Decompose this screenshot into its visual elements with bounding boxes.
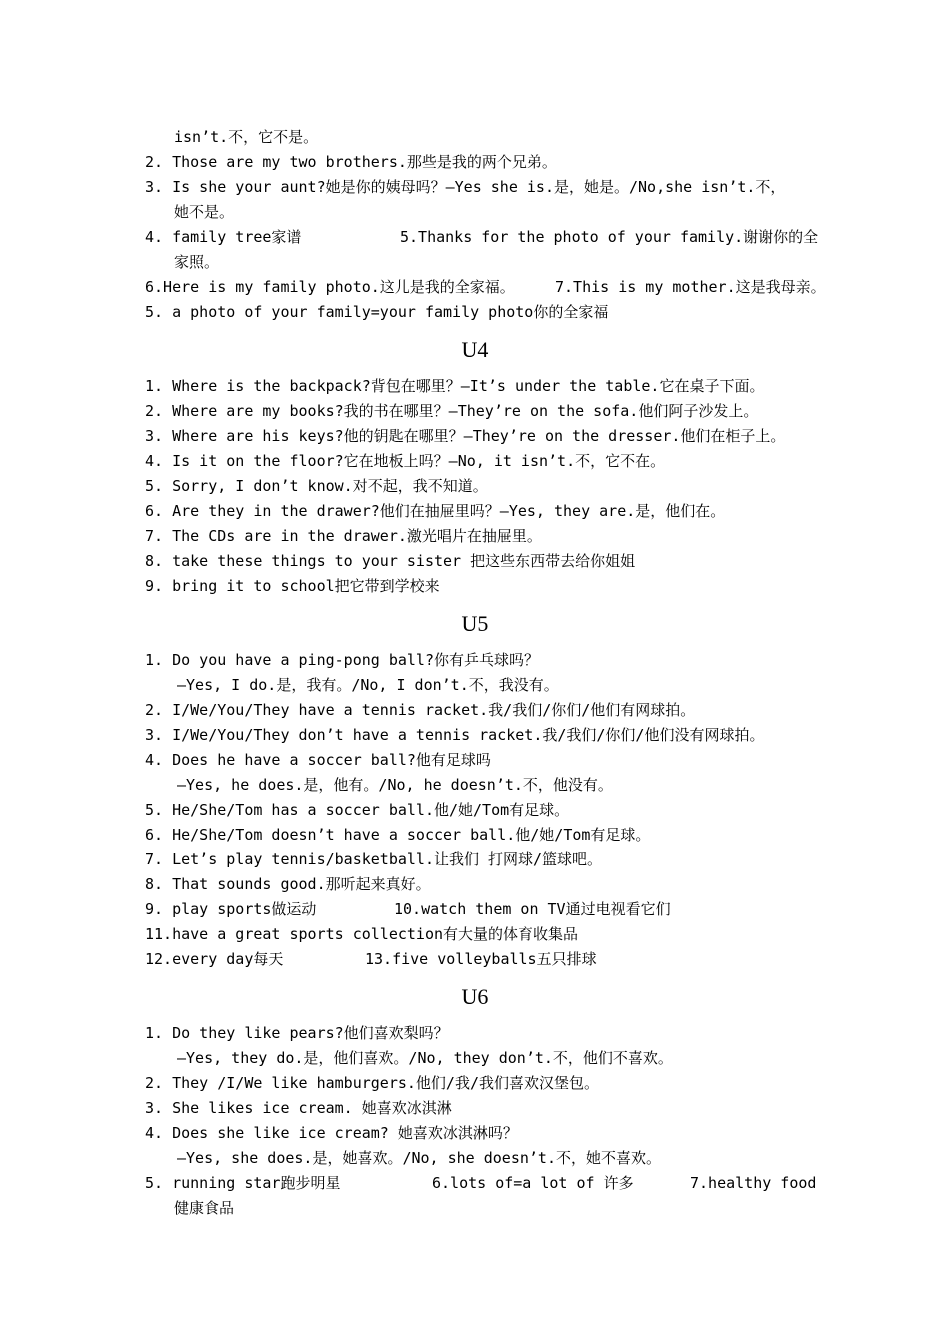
u4-item: 4. Is it on the floor?它在地板上吗？—No, it isn’t.不，它不在。 <box>145 452 666 470</box>
u3-line-2: 2. Those are my two brothers.那些是我的两个兄弟。 <box>145 153 557 171</box>
u3-line-5b: 5.Thanks for the photo of your family.谢谢你的全 <box>400 228 819 246</box>
u5-line: 1. Do you have a ping-pong ball?你有乒乓球吗？ <box>145 651 539 669</box>
u6-line: 3. She likes ice cream. 她喜欢冰淇淋 <box>145 1099 452 1117</box>
u3-line-7b: 7.This is my mother.这是我母亲。 <box>555 278 826 296</box>
u5-line: —Yes, he does.是，他有。/No, he doesn’t.不，他没有。 <box>177 776 613 794</box>
u4-item: 1. Where is the backpack?背包在哪里？—It’s under the table.它在桌子下面。 <box>145 377 765 395</box>
u6-line: 1. Do they like pears?他们喜欢梨吗？ <box>145 1024 449 1042</box>
u5-line: 11.have a great sports collection有大量的体育收集品 <box>145 925 579 943</box>
u5-line: 10.watch them on TV通过电视看它们 <box>394 900 671 918</box>
u6-line: —Yes, she does.是，她喜欢。/No, she doesn’t.不，她不喜欢。 <box>177 1149 661 1167</box>
u3-line-1: isn’t.不，它不是。 <box>174 128 319 146</box>
u3-line-8: 5. a photo of your family=your family photo你的全家福 <box>145 303 609 321</box>
u3-line-7a: 6.Here is my family photo.这儿是我的全家福。 <box>145 278 515 296</box>
u4-item: 3. Where are his keys?他的钥匙在哪里？—They’re on the dresser.他们在柜子上。 <box>145 427 786 445</box>
u6-line: 6.lots of=a lot of 许多 <box>432 1174 634 1192</box>
u5-heading: U5 <box>461 611 489 636</box>
u4-item: 8. take these things to your sister 把这些东西带去给你姐姐 <box>145 552 636 570</box>
u5-line: 12.every day每天 <box>145 950 284 968</box>
u3-line-6: 家照。 <box>174 253 220 271</box>
u3-line-3: 3. Is she your aunt?她是你的姨母吗？—Yes she is.是，她是。/No,she isn’t.不， <box>145 178 786 196</box>
u5-line: 13.five volleyballs五只排球 <box>365 950 597 968</box>
u4-item: 9. bring it to school把它带到学校来 <box>145 577 440 595</box>
u6-line: 2. They /I/We like hamburgers.他们/我/我们喜欢汉堡包。 <box>145 1074 599 1092</box>
u6-line: —Yes, they do.是，他们喜欢。/No, they don’t.不，他们不喜欢。 <box>177 1049 673 1067</box>
u5-line: 6. He/She/Tom doesn’t have a soccer ball.他/她/Tom有足球。 <box>145 826 651 844</box>
u5-line: 8. That sounds good.那听起来真好。 <box>145 875 431 893</box>
u5-line: 2. I/We/You/They have a tennis racket.我/我们/你们/他们有网球拍。 <box>145 701 696 719</box>
u4-item: 7. The CDs are in the drawer.激光唱片在抽屉里。 <box>145 527 542 545</box>
u6-line: 4. Does she like ice cream? 她喜欢冰淇淋吗？ <box>145 1124 518 1142</box>
u6-line: 7.healthy food <box>690 1174 817 1192</box>
u4-item: 2. Where are my books?我的书在哪里？—They’re on the sofa.他们阿子沙发上。 <box>145 402 759 420</box>
u5-line: —Yes, I do.是，我有。/No, I don’t.不，我没有。 <box>177 676 559 694</box>
u4-heading: U4 <box>461 337 489 362</box>
u4-item: 6. Are they in the drawer?他们在抽屉里吗？—Yes, they are.是，他们在。 <box>145 502 726 520</box>
u6-line: 5. running star跑步明星 <box>145 1174 341 1192</box>
u5-line: 7. Let’s play tennis/basketball.让我们 打网球/篮球吧。 <box>145 850 603 868</box>
u4-item: 5. Sorry, I don’t know.对不起，我不知道。 <box>145 477 488 495</box>
u3-line-4: 她不是。 <box>174 203 235 221</box>
u5-line: 5. He/She/Tom has a soccer ball.他/她/Tom有足球。 <box>145 801 570 819</box>
u5-line: 9. play sports做运动 <box>145 900 317 918</box>
u6-line: 健康食品 <box>174 1199 235 1217</box>
u5-line: 4. Does he have a soccer ball?他有足球吗 <box>145 751 491 769</box>
u3-line-5a: 4. family tree家谱 <box>145 228 302 246</box>
u6-heading: U6 <box>461 984 489 1009</box>
u5-line: 3. I/We/You/They don’t have a tennis racket.我/我们/你们/他们没有网球拍。 <box>145 726 765 744</box>
